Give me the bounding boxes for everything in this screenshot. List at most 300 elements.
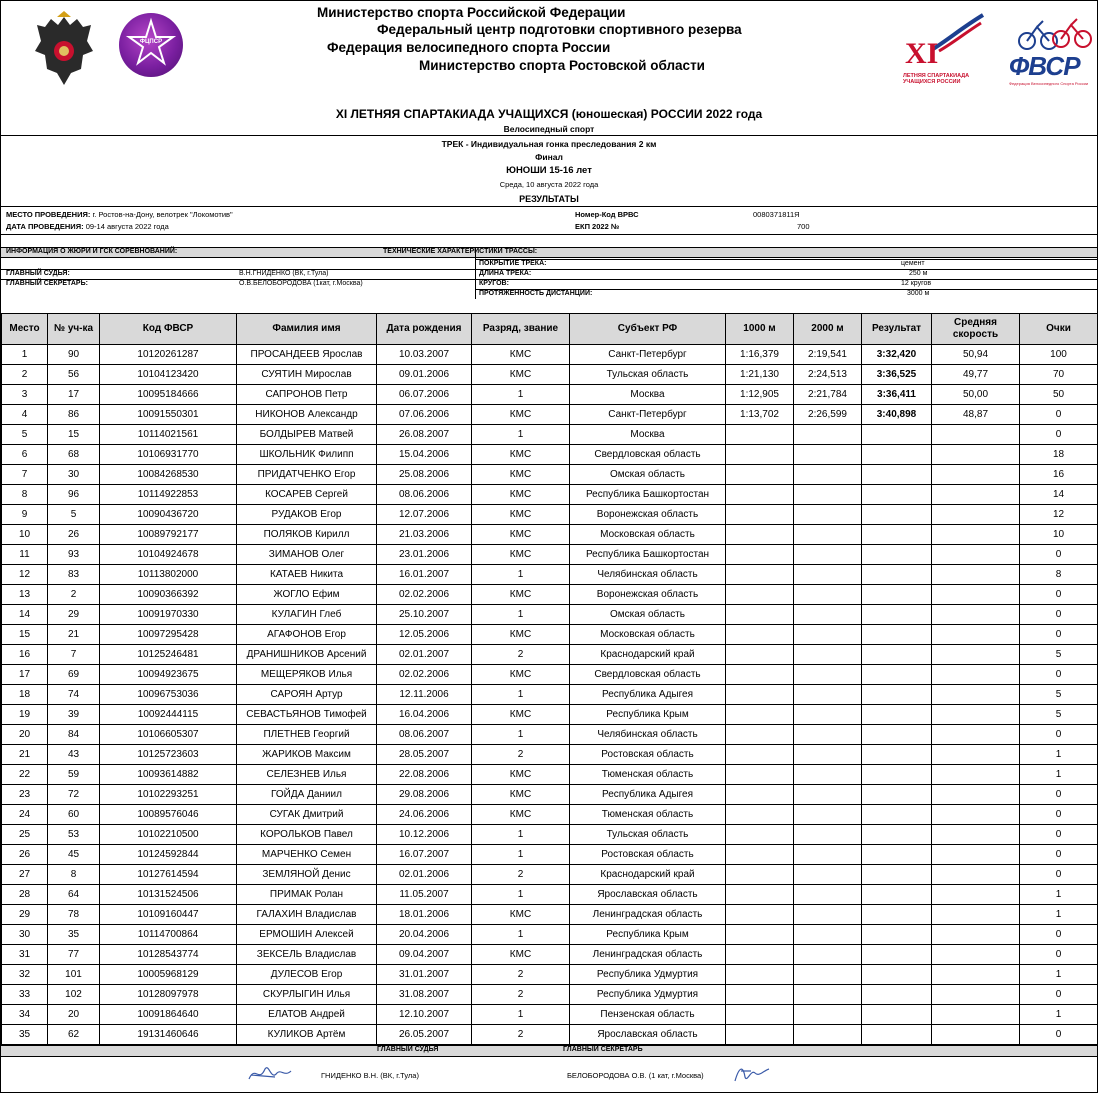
table-cell bbox=[794, 645, 862, 665]
table-row bbox=[2, 865, 1098, 885]
divider bbox=[1, 269, 1097, 270]
table-cell: 34 bbox=[2, 1005, 48, 1025]
table-cell: Омская область bbox=[570, 465, 726, 485]
table-cell: 0 bbox=[1020, 545, 1098, 565]
table-cell: 10090436720 bbox=[100, 505, 237, 525]
table-cell bbox=[726, 845, 794, 865]
table-cell bbox=[726, 505, 794, 525]
table-cell: 31 bbox=[2, 945, 48, 965]
table-cell bbox=[794, 585, 862, 605]
length-label: ДЛИНА ТРЕКА: bbox=[479, 270, 532, 277]
table-cell: 1 bbox=[472, 1005, 570, 1025]
table-cell bbox=[862, 1025, 932, 1045]
table-cell bbox=[726, 625, 794, 645]
table-cell: КМС bbox=[472, 765, 570, 785]
table-header-row bbox=[2, 314, 1098, 345]
table-cell: СУГАК Дмитрий bbox=[237, 805, 377, 825]
table-cell: МАРЧЕНКО Семен bbox=[237, 845, 377, 865]
table-cell: 2 bbox=[472, 985, 570, 1005]
table-row bbox=[2, 345, 1098, 365]
table-cell: ЖОГЛО Ефим bbox=[237, 585, 377, 605]
table-cell: САРОЯН Артур bbox=[237, 685, 377, 705]
table-cell: 21 bbox=[48, 625, 100, 645]
table-cell: 39 bbox=[48, 705, 100, 725]
table-cell bbox=[726, 745, 794, 765]
table-cell bbox=[862, 945, 932, 965]
table-cell bbox=[932, 525, 1020, 545]
table-cell bbox=[726, 765, 794, 785]
table-cell: 0 bbox=[1020, 625, 1098, 645]
table-cell: 29 bbox=[48, 605, 100, 625]
laps-label: КРУГОВ: bbox=[479, 280, 509, 287]
table-cell bbox=[862, 525, 932, 545]
table-row bbox=[2, 625, 1098, 645]
table-cell: 1 bbox=[1020, 1005, 1098, 1025]
table-cell: 21.03.2006 bbox=[377, 525, 472, 545]
table-cell: 11.05.2007 bbox=[377, 885, 472, 905]
table-cell bbox=[726, 585, 794, 605]
table-cell: 10095184666 bbox=[100, 385, 237, 405]
table-cell bbox=[862, 665, 932, 685]
table-cell: 5 bbox=[1020, 705, 1098, 725]
table-cell bbox=[794, 465, 862, 485]
table-cell: 0 bbox=[1020, 945, 1098, 965]
table-row bbox=[2, 965, 1098, 985]
table-cell bbox=[726, 705, 794, 725]
laps-value: 12 кругов bbox=[901, 280, 932, 287]
table-cell bbox=[932, 465, 1020, 485]
table-cell: 0 bbox=[1020, 405, 1098, 425]
table-row bbox=[2, 505, 1098, 525]
table-row bbox=[2, 685, 1098, 705]
table-cell: 5 bbox=[2, 425, 48, 445]
table-cell bbox=[794, 485, 862, 505]
table-cell: НИКОНОВ Александр bbox=[237, 405, 377, 425]
table-cell bbox=[932, 565, 1020, 585]
table-row bbox=[2, 365, 1098, 385]
table-cell: 29.08.2006 bbox=[377, 785, 472, 805]
vrvs-label: Номер-Код ВРВС bbox=[575, 210, 639, 219]
table-cell: 7 bbox=[2, 465, 48, 485]
table-cell: ГАЛАХИН Владислав bbox=[237, 905, 377, 925]
table-cell: Москва bbox=[570, 385, 726, 405]
table-cell: ПОЛЯКОВ Кирилл bbox=[237, 525, 377, 545]
table-row bbox=[2, 745, 1098, 765]
table-row bbox=[2, 905, 1098, 925]
table-row bbox=[2, 1005, 1098, 1025]
table-cell bbox=[726, 1005, 794, 1025]
table-cell bbox=[726, 465, 794, 485]
column-header: Субъект РФ bbox=[570, 314, 726, 345]
table-cell: 77 bbox=[48, 945, 100, 965]
table-cell: 26 bbox=[48, 525, 100, 545]
table-cell: 12.11.2006 bbox=[377, 685, 472, 705]
table-cell bbox=[726, 905, 794, 925]
table-cell: 0 bbox=[1020, 825, 1098, 845]
table-cell bbox=[862, 825, 932, 845]
table-cell: 72 bbox=[48, 785, 100, 805]
table-cell: КОСАРЕВ Сергей bbox=[237, 485, 377, 505]
table-cell: Ярославская область bbox=[570, 885, 726, 905]
table-cell: 48,87 bbox=[932, 405, 1020, 425]
table-cell: 74 bbox=[48, 685, 100, 705]
table-cell: 10 bbox=[2, 525, 48, 545]
table-cell bbox=[932, 865, 1020, 885]
table-cell: КУЛАГИН Глеб bbox=[237, 605, 377, 625]
table-cell: 10131524506 bbox=[100, 885, 237, 905]
table-cell: 28.05.2007 bbox=[377, 745, 472, 765]
table-cell: 09.01.2006 bbox=[377, 365, 472, 385]
table-cell: 15 bbox=[48, 425, 100, 445]
table-cell: СКУРЛЫГИН Илья bbox=[237, 985, 377, 1005]
column-header: Результат bbox=[862, 314, 932, 345]
table-cell: 10091550301 bbox=[100, 405, 237, 425]
table-row bbox=[2, 765, 1098, 785]
table-cell: 30 bbox=[2, 925, 48, 945]
table-cell: 08.06.2007 bbox=[377, 725, 472, 745]
table-cell: КУЛИКОВ Артём bbox=[237, 1025, 377, 1045]
table-cell: 1 bbox=[472, 425, 570, 445]
table-cell: 64 bbox=[48, 885, 100, 905]
federation-title: Федерация велосипедного спорта России bbox=[327, 40, 611, 55]
table-cell bbox=[794, 765, 862, 785]
secretary-signature-icon bbox=[731, 1061, 771, 1087]
table-cell: 0 bbox=[1020, 925, 1098, 945]
table-cell bbox=[794, 885, 862, 905]
table-cell bbox=[932, 765, 1020, 785]
table-cell bbox=[932, 945, 1020, 965]
table-cell: 23.01.2006 bbox=[377, 545, 472, 565]
table-cell: 3:32,420 bbox=[862, 345, 932, 365]
divider bbox=[1, 279, 1097, 280]
table-cell: 19131460646 bbox=[100, 1025, 237, 1045]
table-cell: 10120261287 bbox=[100, 345, 237, 365]
table-cell: 10091970330 bbox=[100, 605, 237, 625]
table-cell: 3 bbox=[2, 385, 48, 405]
table-cell: 22.08.2006 bbox=[377, 765, 472, 785]
table-cell bbox=[862, 485, 932, 505]
table-cell bbox=[932, 645, 1020, 665]
table-cell bbox=[794, 865, 862, 885]
table-cell bbox=[794, 505, 862, 525]
table-cell bbox=[932, 745, 1020, 765]
table-cell bbox=[794, 725, 862, 745]
table-cell: 25 bbox=[2, 825, 48, 845]
table-cell: 10094923675 bbox=[100, 665, 237, 685]
table-cell: 06.07.2006 bbox=[377, 385, 472, 405]
table-cell: 6 bbox=[2, 445, 48, 465]
track-heading: ТЕХНИЧЕСКИЕ ХАРАКТЕРИСТИКИ ТРАССЫ: bbox=[383, 248, 538, 255]
ekp-label: ЕКП 2022 № bbox=[575, 222, 620, 231]
table-row bbox=[2, 585, 1098, 605]
table-cell: 8 bbox=[48, 865, 100, 885]
table-cell: Ленинградская область bbox=[570, 945, 726, 965]
table-cell: 10128543774 bbox=[100, 945, 237, 965]
table-cell: 18 bbox=[1020, 445, 1098, 465]
table-cell: 1 bbox=[1020, 765, 1098, 785]
table-cell: 12.07.2006 bbox=[377, 505, 472, 525]
table-cell: 02.02.2006 bbox=[377, 585, 472, 605]
table-row bbox=[2, 925, 1098, 945]
table-cell: 10125723603 bbox=[100, 745, 237, 765]
table-row bbox=[2, 545, 1098, 565]
table-cell bbox=[726, 605, 794, 625]
table-cell: 0 bbox=[1020, 585, 1098, 605]
table-cell: 0 bbox=[1020, 865, 1098, 885]
table-cell: 56 bbox=[48, 365, 100, 385]
table-cell bbox=[932, 965, 1020, 985]
column-header: Фамилия имя bbox=[237, 314, 377, 345]
table-cell: 100 bbox=[1020, 345, 1098, 365]
column-header: Код ФВСР bbox=[100, 314, 237, 345]
table-cell: 1:21,130 bbox=[726, 365, 794, 385]
table-cell bbox=[794, 805, 862, 825]
table-cell: 5 bbox=[1020, 685, 1098, 705]
table-cell: 70 bbox=[1020, 365, 1098, 385]
table-cell: 35 bbox=[48, 925, 100, 945]
table-cell: 60 bbox=[48, 805, 100, 825]
table-cell: 10084268530 bbox=[100, 465, 237, 485]
table-cell bbox=[932, 905, 1020, 925]
table-cell bbox=[932, 685, 1020, 705]
table-cell: 1 bbox=[472, 685, 570, 705]
table-cell: 1:13,702 bbox=[726, 405, 794, 425]
distance-label: ПРОТЯЖЕННОСТЬ ДИСТАНЦИИ: bbox=[479, 290, 593, 297]
venue-row: МЕСТО ПРОВЕДЕНИЯ: г. Ростов-на-Дону, велотрек "Локомотив" bbox=[6, 210, 233, 219]
table-cell: 93 bbox=[48, 545, 100, 565]
column-header: 1000 м bbox=[726, 314, 794, 345]
table-cell bbox=[726, 925, 794, 945]
table-cell: Республика Удмуртия bbox=[570, 965, 726, 985]
judge-signature-name: ГНИДЕНКО В.Н. (ВК, г.Тула) bbox=[321, 1071, 419, 1080]
regional-title: Министерство спорта Ростовской области bbox=[419, 58, 705, 73]
table-cell: 1 bbox=[1020, 745, 1098, 765]
table-row bbox=[2, 565, 1098, 585]
table-cell: 0 bbox=[1020, 665, 1098, 685]
table-cell: 10106605307 bbox=[100, 725, 237, 745]
table-cell: 10124592844 bbox=[100, 845, 237, 865]
table-cell: 30 bbox=[48, 465, 100, 485]
column-header: Дата рождения bbox=[377, 314, 472, 345]
table-cell: 12.05.2006 bbox=[377, 625, 472, 645]
table-cell: 83 bbox=[48, 565, 100, 585]
table-cell: Тюменская область bbox=[570, 765, 726, 785]
table-cell bbox=[862, 585, 932, 605]
table-cell bbox=[932, 1005, 1020, 1025]
table-cell bbox=[862, 965, 932, 985]
footer-bar bbox=[1, 1045, 1097, 1057]
table-cell bbox=[932, 545, 1020, 565]
table-cell: 35 bbox=[2, 1025, 48, 1045]
table-cell: КМС bbox=[472, 785, 570, 805]
table-cell: 86 bbox=[48, 405, 100, 425]
table-cell bbox=[726, 665, 794, 685]
table-cell: КАТАЕВ Никита bbox=[237, 565, 377, 585]
table-cell: 25.08.2006 bbox=[377, 465, 472, 485]
table-cell bbox=[862, 625, 932, 645]
table-cell bbox=[794, 685, 862, 705]
table-cell: 8 bbox=[2, 485, 48, 505]
table-cell bbox=[862, 905, 932, 925]
table-cell: 10093614882 bbox=[100, 765, 237, 785]
table-cell bbox=[726, 545, 794, 565]
table-cell: 24 bbox=[2, 805, 48, 825]
table-cell: 2 bbox=[472, 745, 570, 765]
table-cell: БОЛДЫРЕВ Матвей bbox=[237, 425, 377, 445]
table-cell: 1 bbox=[472, 925, 570, 945]
table-cell: 43 bbox=[48, 745, 100, 765]
table-cell: 10102293251 bbox=[100, 785, 237, 805]
table-cell: 102 bbox=[48, 985, 100, 1005]
table-row bbox=[2, 445, 1098, 465]
dates-value: 09-14 августа 2022 года bbox=[85, 222, 169, 231]
table-cell: 23 bbox=[2, 785, 48, 805]
coat-of-arms-icon bbox=[33, 11, 95, 89]
table-cell: 2:19,541 bbox=[794, 345, 862, 365]
table-cell: Челябинская область bbox=[570, 725, 726, 745]
table-cell bbox=[932, 785, 1020, 805]
table-cell: 68 bbox=[48, 445, 100, 465]
table-cell: 2 bbox=[472, 1025, 570, 1045]
table-cell: 10114700864 bbox=[100, 925, 237, 945]
ministry-title: Министерство спорта Российской Федерации bbox=[317, 5, 626, 20]
table-row bbox=[2, 605, 1098, 625]
table-cell: КМС bbox=[472, 365, 570, 385]
table-cell: Ростовская область bbox=[570, 845, 726, 865]
table-cell bbox=[862, 985, 932, 1005]
table-cell bbox=[794, 1005, 862, 1025]
table-body bbox=[2, 345, 1098, 1045]
table-cell: СЕВАСТЬЯНОВ Тимофей bbox=[237, 705, 377, 725]
table-cell: 14 bbox=[2, 605, 48, 625]
sport-name: Велосипедный спорт bbox=[503, 124, 595, 134]
ekp-value: 700 bbox=[797, 222, 810, 231]
column-header: Средняя скорость bbox=[932, 314, 1020, 345]
table-cell: 10127614594 bbox=[100, 865, 237, 885]
table-cell: КМС bbox=[472, 405, 570, 425]
table-cell bbox=[932, 585, 1020, 605]
table-cell: Краснодарский край bbox=[570, 645, 726, 665]
table-cell: 02.01.2007 bbox=[377, 645, 472, 665]
table-cell: 12 bbox=[2, 565, 48, 585]
table-cell bbox=[932, 445, 1020, 465]
results-table bbox=[1, 313, 1098, 1045]
table-cell: КМС bbox=[472, 525, 570, 545]
table-cell: 07.06.2006 bbox=[377, 405, 472, 425]
table-cell: 10104924678 bbox=[100, 545, 237, 565]
table-cell bbox=[726, 425, 794, 445]
table-cell: Московская область bbox=[570, 625, 726, 645]
table-cell: 4 bbox=[2, 405, 48, 425]
judge-signature-icon bbox=[245, 1061, 295, 1087]
table-cell: 12 bbox=[1020, 505, 1098, 525]
table-cell: Свердловская область bbox=[570, 665, 726, 685]
table-cell bbox=[862, 805, 932, 825]
table-cell: 27 bbox=[2, 865, 48, 885]
table-cell: 0 bbox=[1020, 985, 1098, 1005]
table-cell: 09.04.2007 bbox=[377, 945, 472, 965]
table-cell: 16.07.2007 bbox=[377, 845, 472, 865]
table-cell: 1 bbox=[472, 845, 570, 865]
table-cell: 10102210500 bbox=[100, 825, 237, 845]
table-cell bbox=[862, 505, 932, 525]
table-cell: 1 bbox=[1020, 885, 1098, 905]
table-cell bbox=[726, 885, 794, 905]
table-row bbox=[2, 405, 1098, 425]
surface-value: цемент bbox=[901, 260, 925, 267]
table-cell bbox=[794, 565, 862, 585]
table-cell bbox=[862, 765, 932, 785]
table-cell: 26 bbox=[2, 845, 48, 865]
table-cell: 45 bbox=[48, 845, 100, 865]
table-cell: 101 bbox=[48, 965, 100, 985]
table-cell: 1 bbox=[472, 825, 570, 845]
table-cell: Республика Удмуртия bbox=[570, 985, 726, 1005]
table-cell bbox=[862, 845, 932, 865]
table-cell: Свердловская область bbox=[570, 445, 726, 465]
table-cell: КМС bbox=[472, 585, 570, 605]
table-cell: 15 bbox=[2, 625, 48, 645]
table-cell: САПРОНОВ Петр bbox=[237, 385, 377, 405]
table-cell: КМС bbox=[472, 465, 570, 485]
table-cell: Воронежская область bbox=[570, 505, 726, 525]
footer-secretary-label: ГЛАВНЫЙ СЕКРЕТАРЬ bbox=[563, 1046, 643, 1053]
table-cell: КМС bbox=[472, 505, 570, 525]
center-title: Федеральный центр подготовки спортивного резерва bbox=[377, 22, 742, 37]
table-cell bbox=[862, 545, 932, 565]
table-cell: 10097295428 bbox=[100, 625, 237, 645]
table-cell: 02.02.2006 bbox=[377, 665, 472, 685]
table-cell bbox=[932, 825, 1020, 845]
column-divider bbox=[475, 247, 476, 299]
table-cell: Краснодарский край bbox=[570, 865, 726, 885]
table-cell: 10090366392 bbox=[100, 585, 237, 605]
table-row bbox=[2, 945, 1098, 965]
table-cell bbox=[932, 605, 1020, 625]
table-cell bbox=[794, 605, 862, 625]
table-cell: 59 bbox=[48, 765, 100, 785]
table-cell: КМС bbox=[472, 805, 570, 825]
column-header: Очки bbox=[1020, 314, 1098, 345]
vrvs-value: 0080371811Я bbox=[753, 210, 800, 219]
table-cell: 1 bbox=[1020, 965, 1098, 985]
table-cell: 0 bbox=[1020, 425, 1098, 445]
table-cell: 20 bbox=[2, 725, 48, 745]
table-cell: 10109160447 bbox=[100, 905, 237, 925]
table-cell: СЕЛЕЗНЕВ Илья bbox=[237, 765, 377, 785]
table-cell bbox=[932, 725, 1020, 745]
table-cell bbox=[726, 865, 794, 885]
table-cell: ДРАНИШНИКОВ Арсений bbox=[237, 645, 377, 665]
table-row bbox=[2, 985, 1098, 1005]
table-cell: 62 bbox=[48, 1025, 100, 1045]
table-cell: КМС bbox=[472, 345, 570, 365]
divider bbox=[475, 259, 1097, 260]
table-cell: АГАФОНОВ Егор bbox=[237, 625, 377, 645]
table-cell bbox=[794, 965, 862, 985]
fcpsr-logo-icon: ФЦПСР bbox=[119, 13, 183, 77]
table-cell bbox=[932, 705, 1020, 725]
table-row bbox=[2, 825, 1098, 845]
fvsr-logo: ФВСР Федерация Велосипедного Спорта России bbox=[1009, 15, 1097, 91]
event-title: XI ЛЕТНЯЯ СПАРТАКИАДА УЧАЩИХСЯ (юношеская) РОССИИ 2022 года bbox=[335, 107, 763, 121]
table-cell: 1:12,905 bbox=[726, 385, 794, 405]
table-cell: ПРОСАНДЕЕВ Ярослав bbox=[237, 345, 377, 365]
table-cell bbox=[794, 445, 862, 465]
table-cell: 0 bbox=[1020, 785, 1098, 805]
table-cell bbox=[932, 1025, 1020, 1045]
table-cell: Республика Башкортостан bbox=[570, 545, 726, 565]
